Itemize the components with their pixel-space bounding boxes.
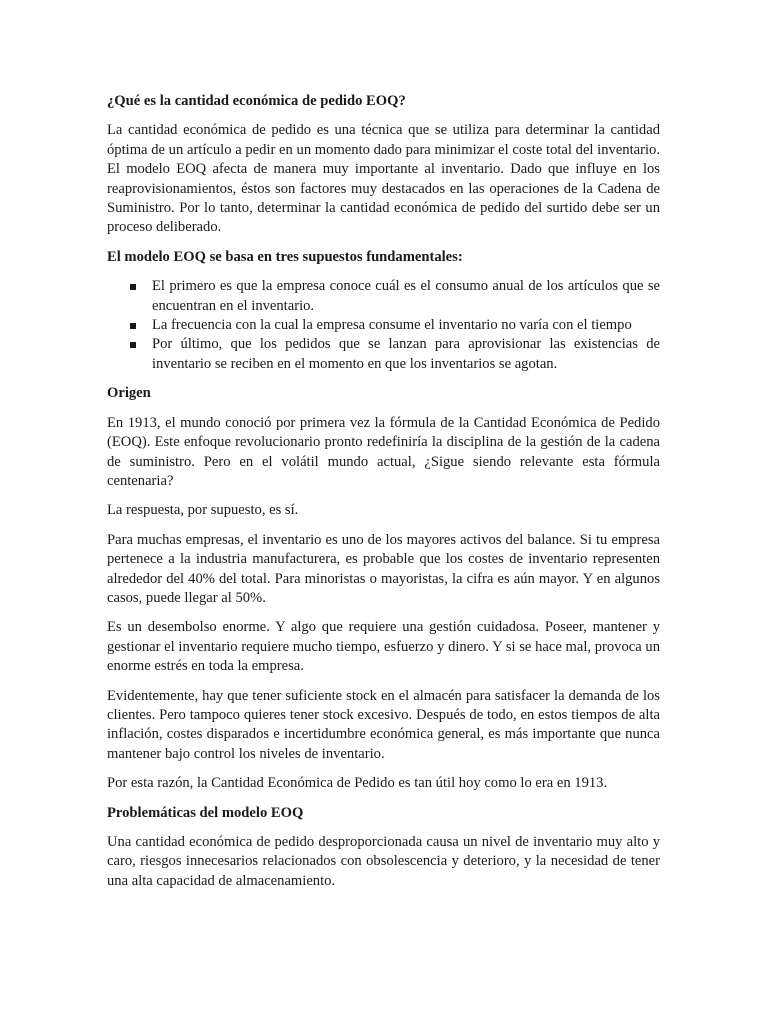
origin-paragraph: Evidentemente, hay que tener suficiente stock en el almacén para satisfacer la demanda de los clientes. Pero tampoco quieres tener stock excesivo. Después de todo, en estos tiempos de alta inflación, costes disparados e incertidumbre económica general, es más importante que nunca mantener bajo control los niveles de inventario. — [107, 687, 660, 762]
origin-paragraph: Para muchas empresas, el inventario es uno de los mayores activos del balance. Si tu empresa pertenece a la industria manufacturera, es probable que los costes de inventario representen alrededor del 40% del total. Para minoristas o mayoristas, la cifra es aún mayor. Y en algunos casos, puede llegar al 50%. — [107, 531, 660, 606]
list-item-text: La frecuencia con la cual la empresa consume el inventario no varía con el tiempo — [152, 317, 632, 334]
origin-paragraph: Por esta razón, la Cantidad Económica de Pedido es tan útil hoy como lo era en 1913. — [107, 775, 608, 792]
intro-paragraph: La cantidad económica de pedido es una técnica que se utiliza para determinar la cantidad óptima de un artículo a pedir en un momento dado para minimizar el coste total del inventario. El modelo EOQ afecta de manera muy importante al inventario. Dado que influye en los reaprovisionamientos, éstos son factores muy destacados en las operaciones de la Cadena de Suministro. Por lo tanto, determinar la cantidad económica de pedido del surtido debe ser un proceso deliberado. — [107, 122, 660, 236]
eoq-question-heading: ¿Qué es la cantidad económica de pedido EOQ? — [107, 93, 406, 109]
list-item — [107, 277, 660, 316]
list-item-text: Por último, que los pedidos que se lanzan para aprovisionar las existencias de inventario se reciben en el momento en que los inventarios se agotan. — [152, 336, 660, 372]
list-item-text: El primero es que la empresa conoce cuál es el consumo anual de los artículos que se encuentran en el inventario. — [152, 278, 660, 314]
origin-paragraph: La respuesta, por supuesto, es sí. — [107, 502, 299, 519]
origin-paragraph: Es un desembolso enorme. Y algo que requiere una gestión cuidadosa. Poseer, mantener y gestionar el inventario requiere mucho tiempo, esfuerzo y dinero. Y si se hace mal, provoca un enorme estrés en toda la empresa. — [107, 619, 660, 675]
origin-paragraph: En 1913, el mundo conoció por primera vez la fórmula de la Cantidad Económica de Pedido (EOQ). Este enfoque revolucionario pronto redefiniría la disciplina de la gestión de la cadena de suministro. Pero en el volátil mundo actual, ¿Sigue siendo relevante esta fórmula centenaria? — [107, 414, 660, 489]
square-bullet-icon — [130, 342, 136, 348]
list-item — [107, 335, 660, 374]
document-body — [107, 92, 660, 901]
origin-heading: Origen — [107, 385, 151, 402]
list-item — [107, 316, 660, 335]
problems-heading: Problemáticas del modelo EOQ — [107, 804, 304, 821]
square-bullet-icon — [130, 284, 136, 290]
assumptions-heading: El modelo EOQ se basa en tres supuestos fundamentales: — [107, 248, 463, 265]
problems-paragraph: Una cantidad económica de pedido desproporcionada causa un nivel de inventario muy alto y caro, riesgos innecesarios relacionados con obsolescencia y deterioro, y la necesidad de tener una alta capacidad de almacenamiento. — [107, 834, 660, 889]
assumptions-list — [107, 277, 660, 374]
square-bullet-icon — [130, 323, 136, 329]
